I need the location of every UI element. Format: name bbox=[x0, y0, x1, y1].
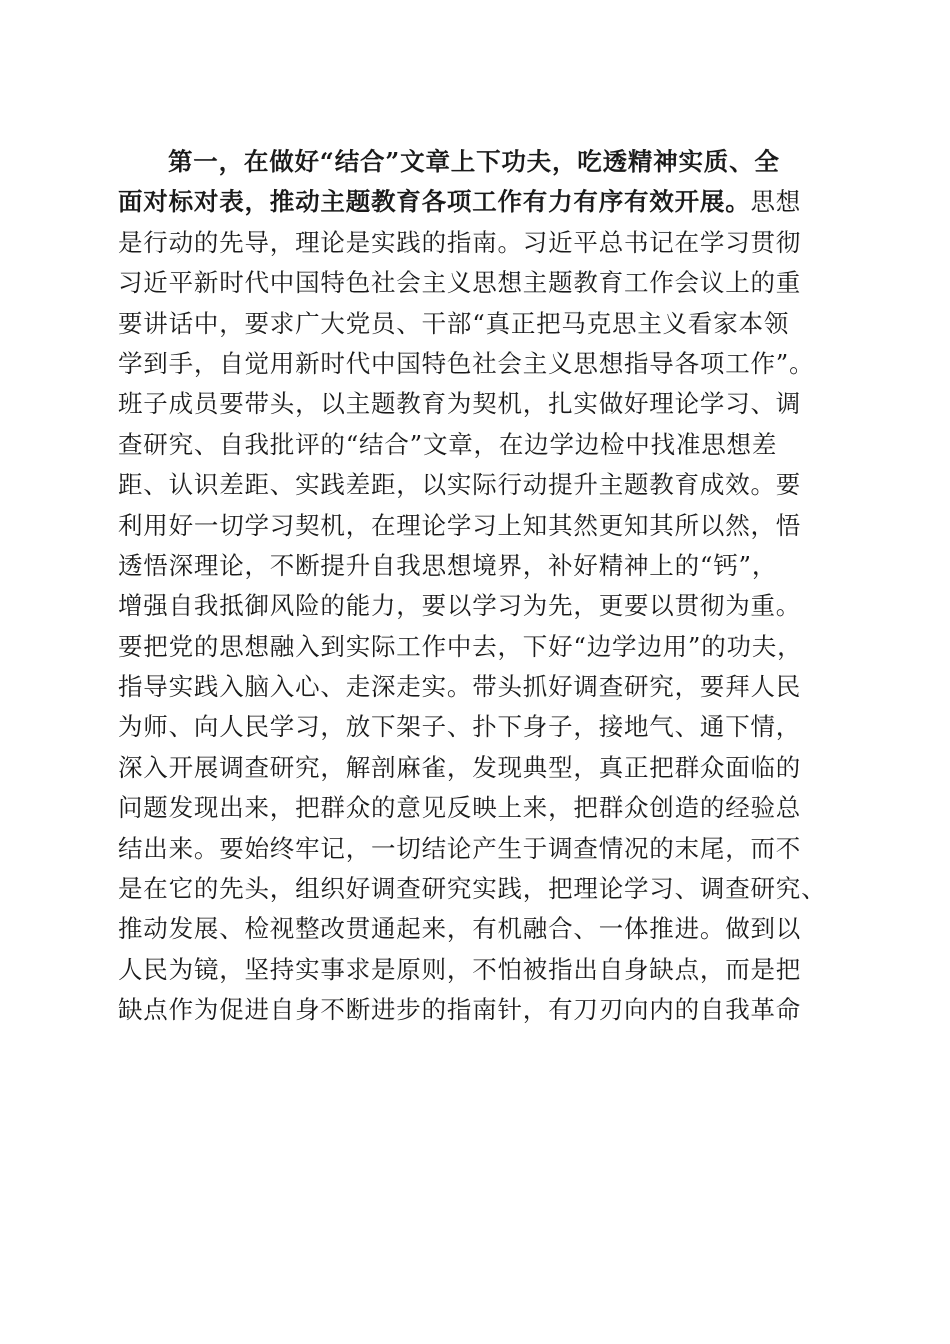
body-paragraph bbox=[118, 142, 838, 1031]
text-line: 查研究、自我批评的“结合”文章，在边学边检中找准思想差 bbox=[118, 429, 778, 459]
text-line: 班子成员要带头，以主题教育为契机，扎实做好理论学习、调 bbox=[118, 389, 802, 419]
text-line: 为师、向人民学习，放下架子、扑下身子，接地气、通下情， bbox=[118, 712, 802, 742]
text-line: 人民为镜，坚持实事求是原则，不怕被指出自身缺点，而是把 bbox=[118, 954, 802, 984]
text-line: 是行动的先导，理论是实践的指南。习近平总书记在学习贯彻 bbox=[118, 227, 802, 257]
text-line: 深入开展调查研究，解剖麻雀，发现典型，真正把群众面临的 bbox=[118, 752, 802, 782]
text-line: 习近平新时代中国特色社会主义思想主题教育工作会议上的重 bbox=[118, 268, 802, 298]
heading-line-2-bold: 面对标对表，推动主题教育各项工作有力有序有效开展。 bbox=[118, 187, 751, 217]
text-line: 利用好一切学习契机，在理论学习上知其然更知其所以然，悟 bbox=[118, 510, 802, 540]
text-line: 问题发现出来，把群众的意见反映上来，把群众创造的经验总 bbox=[118, 793, 802, 823]
text-line: 缺点作为促进自身不断进步的指南针，有刀刃向内的自我革命 bbox=[118, 995, 802, 1025]
text-line: 要把党的思想融入到实际工作中去，下好“边学边用”的功夫， bbox=[118, 631, 803, 661]
text-line: 是在它的先头，组织好调查研究实践，把理论学习、调查研究、 bbox=[118, 874, 827, 904]
heading-line-2-tail: 思想 bbox=[750, 187, 802, 217]
text-line: 推动发展、检视整改贯通起来，有机融合、一体推进。做到以 bbox=[118, 914, 802, 944]
heading-line-1: 第一，在做好“结合”文章上下功夫，吃透精神实质、全 bbox=[168, 147, 780, 176]
text-line: 要讲话中，要求广大党员、干部“真正把马克思主义看家本领 bbox=[118, 308, 790, 338]
text-line: 结出来。要始终牢记，一切结论产生于调查情况的末尾，而不 bbox=[118, 833, 802, 863]
text-line: 增强自我抵御风险的能力，要以学习为先，更要以贯彻为重。 bbox=[118, 591, 802, 621]
text-line: 指导实践入脑入心、走深走实。带头抓好调查研究，要拜人民 bbox=[118, 672, 802, 702]
text-line: 透悟深理论，不断提升自我思想境界，补好精神上的“钙”， bbox=[118, 550, 778, 580]
text-line: 学到手，自觉用新时代中国特色社会主义思想指导各项工作”。 bbox=[118, 348, 815, 378]
heading-line-2 bbox=[118, 182, 838, 222]
text-line: 距、认识差距、实践差距，以实际行动提升主题教育成效。要 bbox=[118, 470, 802, 500]
